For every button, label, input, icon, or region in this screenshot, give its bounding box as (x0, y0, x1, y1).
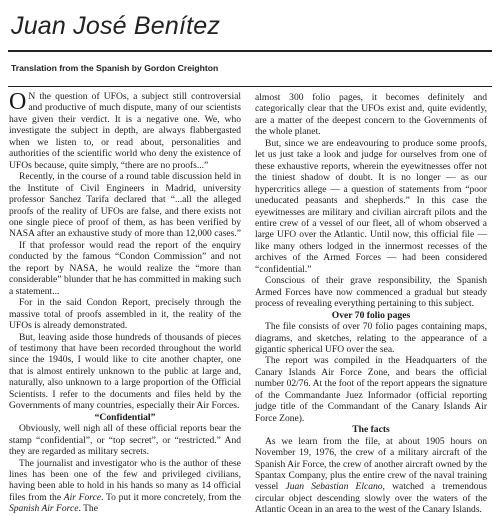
paragraph: Obviously, well nigh all of these official reports bear the stamp “confidential”, or “top secret”, or “restricted.” And they are regarded as military secrets. (9, 423, 241, 458)
italic-text: Spanish Air Force (9, 503, 79, 515)
paragraph (9, 458, 241, 515)
left-column (9, 91, 241, 515)
paragraph: For in the said Condon Report, precisely through the massive total of proofs assembled in it, the reality of the UFOs is already demonstrated. (9, 297, 241, 332)
paragraph (255, 436, 487, 516)
paragraph: But, leaving aside those hundreds of thousands of pieces of testimony that have been recorded throughout the world since the 1940s, I would like to cite another chapter, one that is almost entirely unknown to the public at large and, naturally, also unknown to a large proportion of the Official Scientists. I refer to the documents and files held by the Governments of many countries, especially their Air Forces. (9, 331, 241, 412)
paragraph-text: . To put it more concretely, from the (101, 491, 241, 503)
paragraph: If that professor would read the report of the enquiry conducted by the famous “Condon Commission” and not the report by NASA, he would realize the “more than considerable” blunder that he has committed in making such a statement... (9, 239, 241, 297)
byline-rule (8, 86, 492, 87)
paragraph: The file consists of over 70 folio pages containing maps, diagrams, and sketches, relating to the appearance of a gigantic spherical UFO over the sea. (255, 321, 487, 355)
section-heading: “Confidential” (94, 411, 156, 423)
section-heading: Over 70 folio pages (331, 309, 411, 321)
paragraph: The report was compiled in the Headquarters of the Canary Islands Air Force Zone, and bears the official number 02/76. At the foot of the report appears the signature of the Commandante Juez Informador (official reporting judge title of the Commandant of the Canary Islands Air Force Zone). (255, 355, 487, 424)
right-column (255, 92, 487, 516)
paragraph-text: The journalist and investigator who is the author of these lines has been one of the few and privileged civilians, having been able to hold in his hands so many as 14 official files from the (9, 457, 241, 503)
paragraph: But, since we are endeavouring to produce some proofs, let us just take a look and judge for ourselves from one of these exhaustive reports, wherein the eyewitnesses offer not the tiniest shadow of doubt. It is no longer — as our hypercritics allege — a question of statements from “poor uneducated peasants and shepherds.” In this case the eyewitnesses are military and civilian aircraft pilots and the entire crew of a vessel of our fleet, all of whom observed a large UFO over the Atlantic. Until now, this official file — like many others lodged in the innermost recesses of the archives of the Armed Forces — had been considered “confidential.” (255, 137, 487, 275)
italic-text: Juan Sebastian Elcano (285, 481, 383, 493)
drop-cap: O (9, 89, 27, 115)
translation-credit: Translation from the Spanish by Gordon Creighton (11, 63, 219, 73)
paragraph: almost 300 folio pages, it becomes definitely and categorically clear that the UFOs exist and, quite evidently, are a matter of the deepest concern to the Governments of the whole planet. (255, 92, 487, 138)
paragraph: Recently, in the course of a round table discussion held in the Institute of Civil Engineers in Madrid, university professor Sanchez Tarifa declared that “...all the alleged proofs of the reality of UFOs are false, and there exists not one single piece of proof of them, as has been verified by NASA after an exhaustive study of more than 12,000 cases.” (9, 171, 241, 240)
paragraph-text: N the question of UFOs, a subject still controversial and productive of much dispute, many of our scientists have given their verdict. It is a negative one. We, who investigate the subject in depth, are always flabbergasted when we listen to, or read about, personalities and authorities of the scientific world who deny the existence of UFOs because, quite simply, “there are no proofs...” (9, 91, 241, 171)
paragraph (9, 91, 241, 171)
paragraph-text: . The (78, 503, 98, 515)
paragraph-text: , watched a tremendous circular object descending slowly over the waters of the Atlantic Ocean in an area to the west of the Canary Islands. (255, 481, 487, 516)
author-name: Juan José Benítez (11, 12, 221, 40)
paragraph-text: As we learn from the file, at about 1905 hours on November 19, 1976, the crew of a military aircraft of the Spanish Air Force, the crew of another aircraft owned by the Spantax Company, plus the entire crew of the naval training vessel (255, 435, 487, 493)
paragraph: Conscious of their grave responsibility, the Spanish Armed Forces have now commenced a gradual but steady process of revealing everything pertaining to this subject. (255, 275, 487, 310)
italic-text: Air Force (63, 491, 102, 503)
section-heading: The facts (352, 424, 390, 436)
header-rule (8, 50, 492, 52)
